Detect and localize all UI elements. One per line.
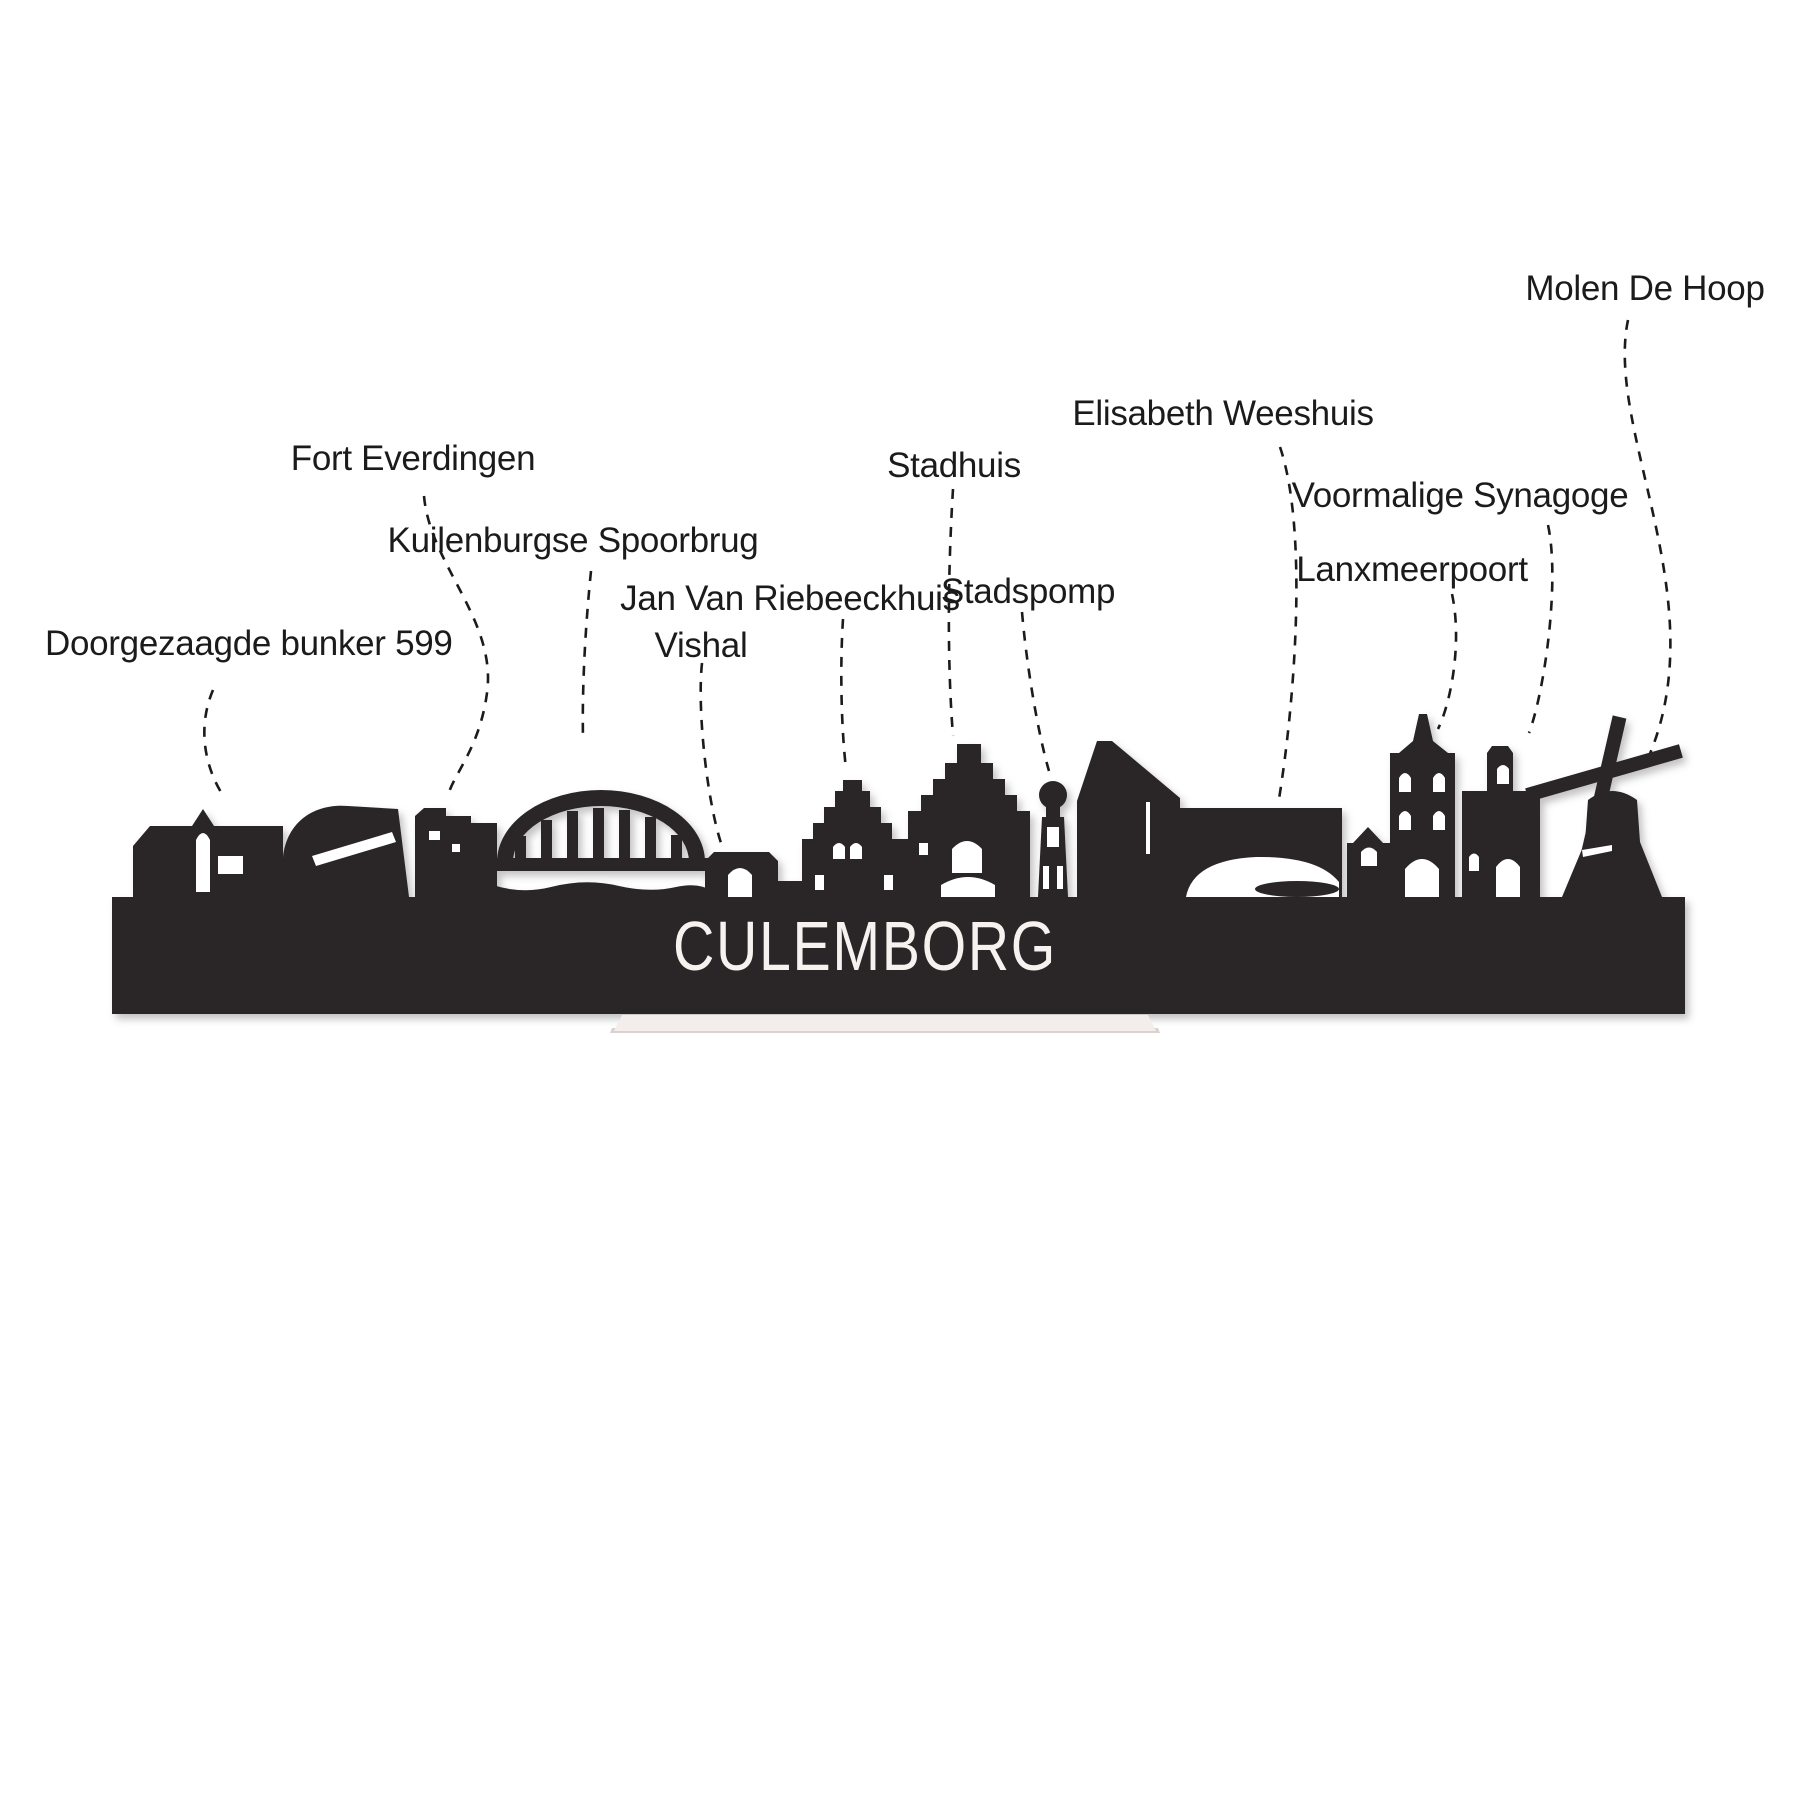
landmark-label-3: Jan Van Riebeeckhuis — [620, 579, 960, 618]
landmark-label-0: Doorgezaagde bunker 599 — [45, 624, 453, 663]
landmark-label-1: Fort Everdingen — [290, 439, 536, 478]
landmark-label-10: Molen De Hoop — [1525, 269, 1765, 308]
landmark-label-4: Vishal — [654, 626, 748, 665]
landmark-label-2: Kuilenburgse Spoorbrug — [387, 521, 759, 560]
landmark-label-5: Stadhuis — [887, 446, 1021, 485]
landmark-label-9: Lanxmeerpoort — [1296, 550, 1528, 589]
landmark-label-6: Stadspomp — [940, 572, 1116, 611]
landmark-label-7: Elisabeth Weeshuis — [1072, 394, 1374, 433]
base-city-name: CULEMBORG — [673, 907, 1057, 985]
landmark-label-8: Voormalige Synagoge — [1291, 476, 1629, 515]
